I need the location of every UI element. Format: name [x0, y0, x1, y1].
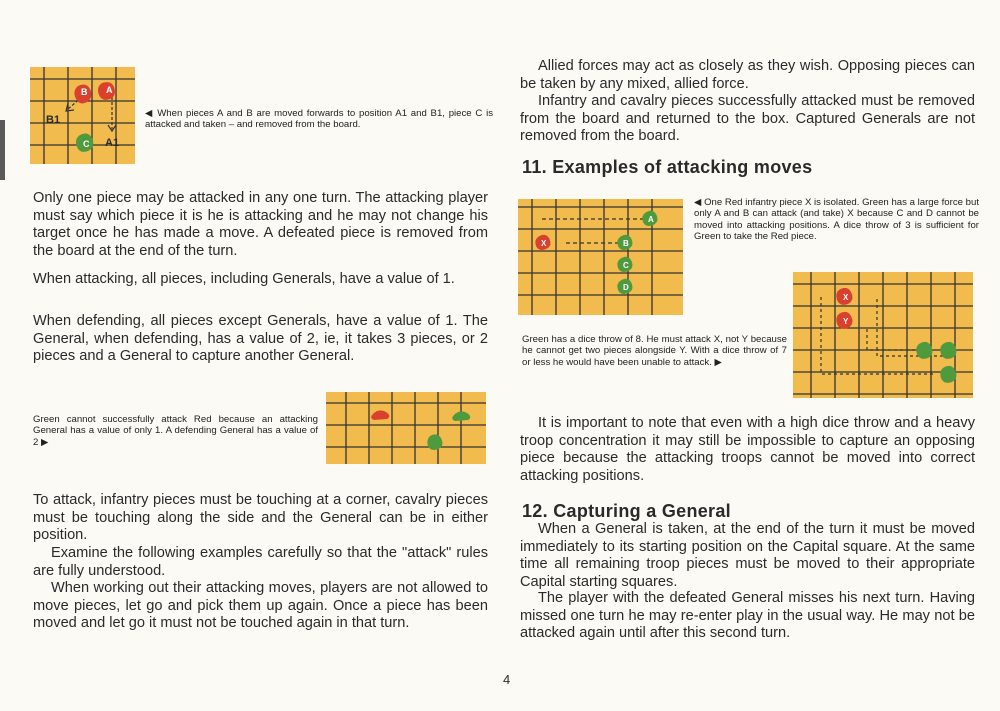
right-paragraph-4: When a General is taken, at the end of the turn it must be moved immediately to its starting position on the Capital square. At the same time all remaining troop pieces must be moved to their appropriate Capital starting squares.	[520, 521, 975, 590]
heading-examples-attacking-moves: 11. Examples of attacking moves	[522, 157, 813, 177]
green-piece	[427, 434, 442, 450]
right-paragraph-2: Infantry and cavalry pieces successfully attacked must be removed from the board and returned to the box. Captured Generals are not removed from the board.	[520, 93, 975, 145]
board-diagram-1	[30, 67, 135, 164]
label-d: D	[623, 283, 629, 292]
left-paragraph-5: Examine the following examples carefully so that the "attack" rules are fully understood.	[33, 545, 488, 579]
label-a1: A1	[105, 137, 120, 149]
board-diagram-2	[326, 392, 486, 464]
left-paragraph-1: Only one piece may be attacked in any one turn. The attacking player must say which piece it is he is attacking and he may not change his target once he has made a move. A defeated piece is removed from the board at the end of the turn.	[33, 190, 488, 259]
label-a: A	[106, 85, 113, 95]
left-paragraph-4: To attack, infantry pieces must be touching at a corner, cavalry pieces must be touching along the side and the General can be in either position.	[33, 492, 488, 544]
heading-capturing-general: 12. Capturing a General	[522, 501, 731, 521]
figure-1-caption: ◀ When pieces A and B are moved forwards to position A1 and B1, piece C is attacked and taken – and removed from the board.	[145, 108, 493, 131]
label-c: C	[83, 139, 90, 149]
label-x: X	[541, 239, 547, 248]
right-paragraph-5: The player with the defeated General misses his next turn. Having missed one turn he may re-enter play in the usual way. He may not be attacked again until after this second turn.	[520, 590, 975, 642]
board-diagram-4	[793, 272, 973, 398]
left-paragraph-3: When defending, all pieces except Generals, have a value of 1. The General, when defending, has a value of 2, ie, it takes 3 pieces, or 2 pieces and a General to capture another General.	[33, 313, 488, 365]
label-b1: B1	[46, 114, 61, 126]
right-paragraph-1: Allied forces may act as closely as they wish. Opposing pieces can be taken by any mixed, allied force.	[520, 58, 975, 92]
board-diagram-3	[518, 199, 683, 315]
label-y: Y	[843, 317, 849, 326]
label-b: B	[81, 87, 88, 97]
green-piece-2	[940, 342, 956, 359]
left-paragraph-6: When working out their attacking moves, players are not allowed to move pieces, let go and pick them up again. Once a piece has been moved and let go it must not be touched again in that turn.	[33, 580, 488, 632]
label-c: C	[623, 261, 629, 270]
left-paragraph-2: When attacking, all pieces, including Generals, have a value of 1.	[33, 271, 455, 287]
red-general	[371, 410, 389, 420]
green-piece-3	[940, 366, 956, 383]
figure-3-caption: ◀ One Red infantry piece X is isolated. Green has a large force but only A and B can attack (and take) X because C and D cannot be moved into attacking positions. A dice throw of 3 is sufficient for Green to take the Red piece.	[694, 197, 979, 243]
binding-edge	[0, 120, 5, 180]
label-a: A	[648, 215, 654, 224]
figure-4-caption: Green has a dice throw of 8. He must attack X, not Y because he cannot get two pieces alongside Y. With a dice throw of 7 or less he would have been unable to attack. ▶	[522, 334, 787, 368]
right-paragraph-3: It is important to note that even with a high dice throw and a heavy troop concentration it may still be impossible to capture an opposing piece because the attacking troops cannot be moved into correct attacking positions.	[520, 415, 975, 484]
label-b: B	[623, 239, 629, 248]
page-number: 4	[503, 672, 511, 687]
label-x: X	[843, 293, 849, 302]
figure-2-caption: Green cannot successfully attack Red because an attacking General has a value of only 1. A defending General has a value of 2 ▶	[33, 414, 318, 448]
green-piece-1	[916, 342, 932, 359]
green-general	[452, 411, 470, 421]
